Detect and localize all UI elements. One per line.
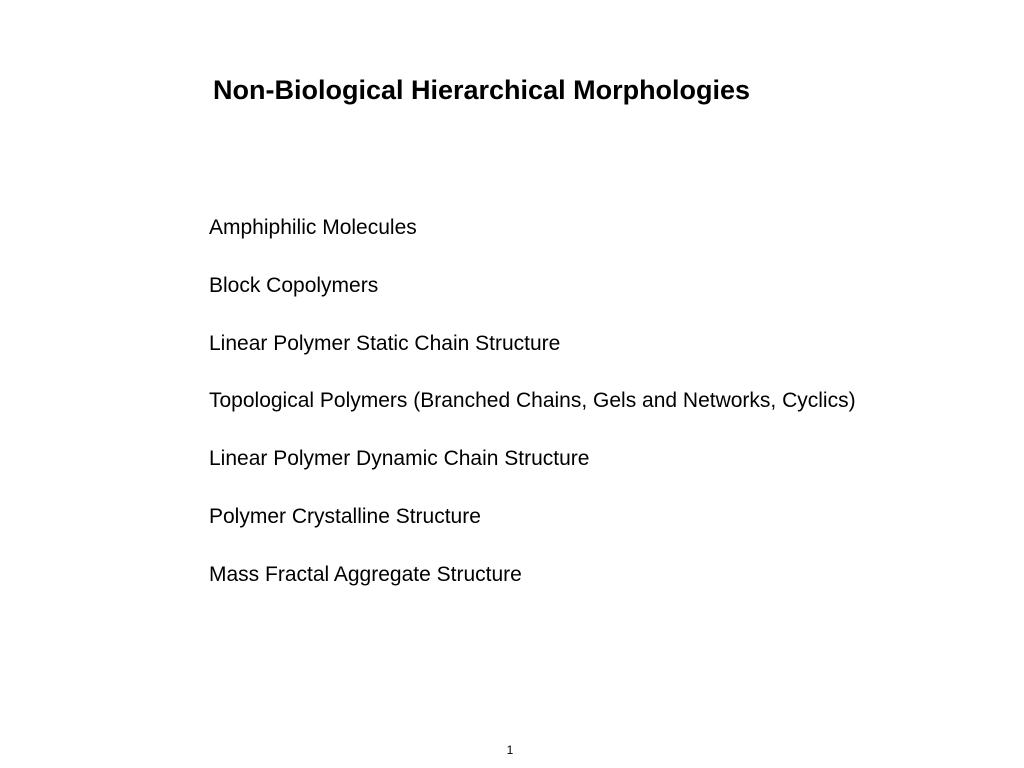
topic-item-block-copolymers: Block Copolymers (209, 273, 379, 297)
page-number: 1 (506, 743, 514, 757)
topic-item-amphiphilic-molecules: Amphiphilic Molecules (209, 216, 417, 239)
topic-item-topological-polymers: Topological Polymers (Branched Chains, Gels and Networks, Cyclics) (209, 389, 856, 413)
topic-item-mass-fractal-aggregate: Mass Fractal Aggregate Structure (209, 562, 522, 586)
topic-list (209, 212, 856, 617)
topic-item-linear-polymer-static: Linear Polymer Static Chain Structure (209, 331, 561, 355)
topic-item-polymer-crystalline: Polymer Crystalline Structure (209, 504, 481, 528)
topic-item-linear-polymer-dynamic: Linear Polymer Dynamic Chain Structure (209, 447, 590, 471)
slide-title: Non-Biological Hierarchical Morphologies (213, 75, 751, 105)
